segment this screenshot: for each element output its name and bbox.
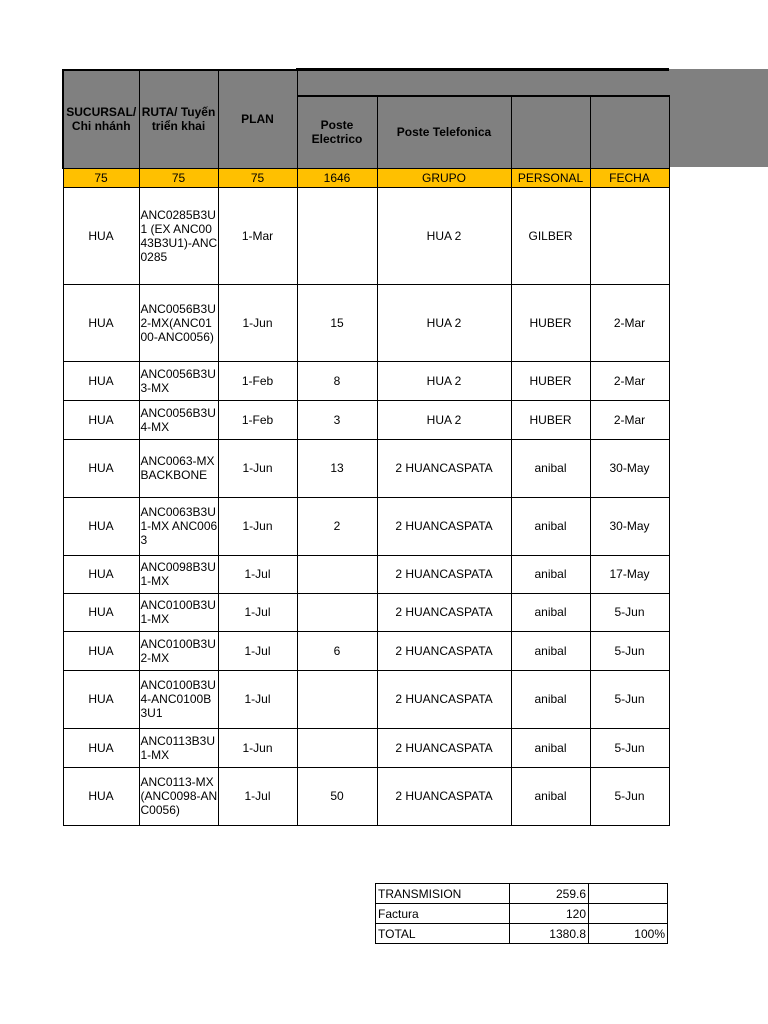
- cell-plan: 1-Mar: [218, 187, 297, 284]
- cell-ruta: ANC0056B3U2-MX(ANC0100-ANC0056): [139, 284, 218, 361]
- cell-sucursal: HUA: [63, 284, 139, 361]
- table-body: [63, 187, 669, 825]
- cell-grupo: HUA 2: [377, 361, 511, 400]
- header-empty-2: [590, 96, 669, 168]
- cell-fecha: 30-May: [590, 497, 669, 555]
- cell-ruta: ANC0063-MX BACKBONE: [139, 439, 218, 497]
- cell-ruta: ANC0113B3U1-MX: [139, 728, 218, 767]
- cell-plan: 1-Jul: [218, 555, 297, 593]
- cell-sucursal: HUA: [63, 497, 139, 555]
- table-row: [63, 631, 669, 670]
- cell-ruta: ANC0100B3U1-MX: [139, 593, 218, 631]
- table-row: [63, 284, 669, 361]
- cell-sucursal: HUA: [63, 670, 139, 728]
- cell-fecha: 30-May: [590, 439, 669, 497]
- cell-poste: [297, 555, 377, 593]
- summary-label: Factura: [376, 904, 510, 924]
- cell-plan: 1-Jul: [218, 593, 297, 631]
- table-row: [63, 400, 669, 439]
- totals-row: [63, 168, 669, 187]
- cell-grupo: 2 HUANCASPATA: [377, 497, 511, 555]
- cell-poste: [297, 670, 377, 728]
- cell-sucursal: HUA: [63, 555, 139, 593]
- cell-ruta: ANC0098B3U1-MX: [139, 555, 218, 593]
- cell-plan: 1-Feb: [218, 361, 297, 400]
- totals-cell: PERSONAL: [511, 168, 590, 187]
- cell-ruta: ANC0100B3U2-MX: [139, 631, 218, 670]
- cell-fecha: 2-Mar: [590, 284, 669, 361]
- cell-fecha: 5-Jun: [590, 593, 669, 631]
- cell-poste: 13: [297, 439, 377, 497]
- header-sucursal: SUCURSAL/ Chi nhánh: [63, 70, 139, 168]
- table-row: [63, 555, 669, 593]
- cell-grupo: 2 HUANCASPATA: [377, 593, 511, 631]
- cell-poste: 15: [297, 284, 377, 361]
- cell-fecha: 5-Jun: [590, 631, 669, 670]
- cell-sucursal: HUA: [63, 767, 139, 825]
- cell-poste: 8: [297, 361, 377, 400]
- cell-sucursal: HUA: [63, 631, 139, 670]
- summary-pct: [589, 884, 668, 904]
- cell-ruta: ANC0100B3U4-ANC0100B3U1: [139, 670, 218, 728]
- cell-grupo: 2 HUANCASPATA: [377, 439, 511, 497]
- summary-value: 1380.8: [510, 924, 589, 944]
- cell-grupo: 2 HUANCASPATA: [377, 555, 511, 593]
- header-poste-electrico: Poste Electrico: [297, 96, 377, 168]
- cell-poste: [297, 728, 377, 767]
- cell-personal: HUBER: [511, 361, 590, 400]
- cell-poste: 2: [297, 497, 377, 555]
- summary-pct: 100%: [589, 924, 668, 944]
- table-row: [63, 670, 669, 728]
- cell-personal: HUBER: [511, 284, 590, 361]
- table-row: [63, 767, 669, 825]
- cell-personal: GILBER: [511, 187, 590, 284]
- header-group-band: [297, 70, 669, 96]
- totals-cell: 75: [218, 168, 297, 187]
- cell-sucursal: HUA: [63, 728, 139, 767]
- cell-plan: 1-Jun: [218, 728, 297, 767]
- cell-ruta: ANC0056B3U3-MX: [139, 361, 218, 400]
- cell-personal: anibal: [511, 497, 590, 555]
- cell-plan: 1-Jul: [218, 767, 297, 825]
- cell-personal: anibal: [511, 555, 590, 593]
- cell-fecha: 5-Jun: [590, 728, 669, 767]
- cell-grupo: HUA 2: [377, 284, 511, 361]
- cell-personal: anibal: [511, 593, 590, 631]
- totals-cell: GRUPO: [377, 168, 511, 187]
- cell-grupo: 2 HUANCASPATA: [377, 631, 511, 670]
- totals-cell: 75: [63, 168, 139, 187]
- summary-label: TOTAL: [376, 924, 510, 944]
- cell-sucursal: HUA: [63, 361, 139, 400]
- cell-personal: anibal: [511, 670, 590, 728]
- summary-pct: [589, 904, 668, 924]
- cell-personal: anibal: [511, 439, 590, 497]
- cell-grupo: 2 HUANCASPATA: [377, 728, 511, 767]
- summary-row: [376, 924, 668, 944]
- totals-cell: 75: [139, 168, 218, 187]
- cell-plan: 1-Jul: [218, 670, 297, 728]
- totals-cell: 1646: [297, 168, 377, 187]
- cell-plan: 1-Jun: [218, 497, 297, 555]
- table-row: [63, 361, 669, 400]
- table-row: [63, 497, 669, 555]
- table-row: [63, 728, 669, 767]
- cell-poste: 6: [297, 631, 377, 670]
- table-row: [63, 187, 669, 284]
- summary-label: TRANSMISION: [376, 884, 510, 904]
- cell-sucursal: HUA: [63, 439, 139, 497]
- cell-poste: [297, 593, 377, 631]
- cell-grupo: 2 HUANCASPATA: [377, 670, 511, 728]
- cell-personal: anibal: [511, 631, 590, 670]
- cell-ruta: ANC0113-MX(ANC0098-ANC0056): [139, 767, 218, 825]
- summary-value: 259.6: [510, 884, 589, 904]
- cell-plan: 1-Feb: [218, 400, 297, 439]
- cell-fecha: [590, 187, 669, 284]
- cell-fecha: 2-Mar: [590, 400, 669, 439]
- cell-fecha: 5-Jun: [590, 670, 669, 728]
- cell-plan: 1-Jul: [218, 631, 297, 670]
- summary-value: 120: [510, 904, 589, 924]
- cell-fecha: 2-Mar: [590, 361, 669, 400]
- cell-personal: HUBER: [511, 400, 590, 439]
- cell-ruta: ANC0056B3U4-MX: [139, 400, 218, 439]
- cell-poste: 3: [297, 400, 377, 439]
- table-row: [63, 593, 669, 631]
- plan-table: [62, 69, 670, 826]
- header-poste-telefonica: Poste Telefonica: [377, 96, 511, 168]
- cell-plan: 1-Jun: [218, 439, 297, 497]
- cell-personal: anibal: [511, 728, 590, 767]
- cell-poste: [297, 187, 377, 284]
- cell-ruta: ANC0285B3U1 (EX ANC0043B3U1)-ANC0285: [139, 187, 218, 284]
- summary-table: [375, 883, 668, 944]
- table-row: [63, 439, 669, 497]
- cell-fecha: 17-May: [590, 555, 669, 593]
- header-ruta: RUTA/ Tuyến triển khai: [139, 70, 218, 168]
- header-plan: PLAN: [218, 70, 297, 168]
- cell-ruta: ANC0063B3U1-MX ANC0063: [139, 497, 218, 555]
- totals-cell: FECHA: [590, 168, 669, 187]
- cell-fecha: 5-Jun: [590, 767, 669, 825]
- cell-plan: 1-Jun: [218, 284, 297, 361]
- cell-sucursal: HUA: [63, 400, 139, 439]
- cell-sucursal: HUA: [63, 593, 139, 631]
- cell-grupo: HUA 2: [377, 400, 511, 439]
- header-empty-1: [511, 96, 590, 168]
- cell-grupo: 2 HUANCASPATA: [377, 767, 511, 825]
- summary-row: [376, 884, 668, 904]
- cell-personal: anibal: [511, 767, 590, 825]
- cell-poste: 50: [297, 767, 377, 825]
- cell-sucursal: HUA: [63, 187, 139, 284]
- cell-grupo: HUA 2: [377, 187, 511, 284]
- summary-row: [376, 904, 668, 924]
